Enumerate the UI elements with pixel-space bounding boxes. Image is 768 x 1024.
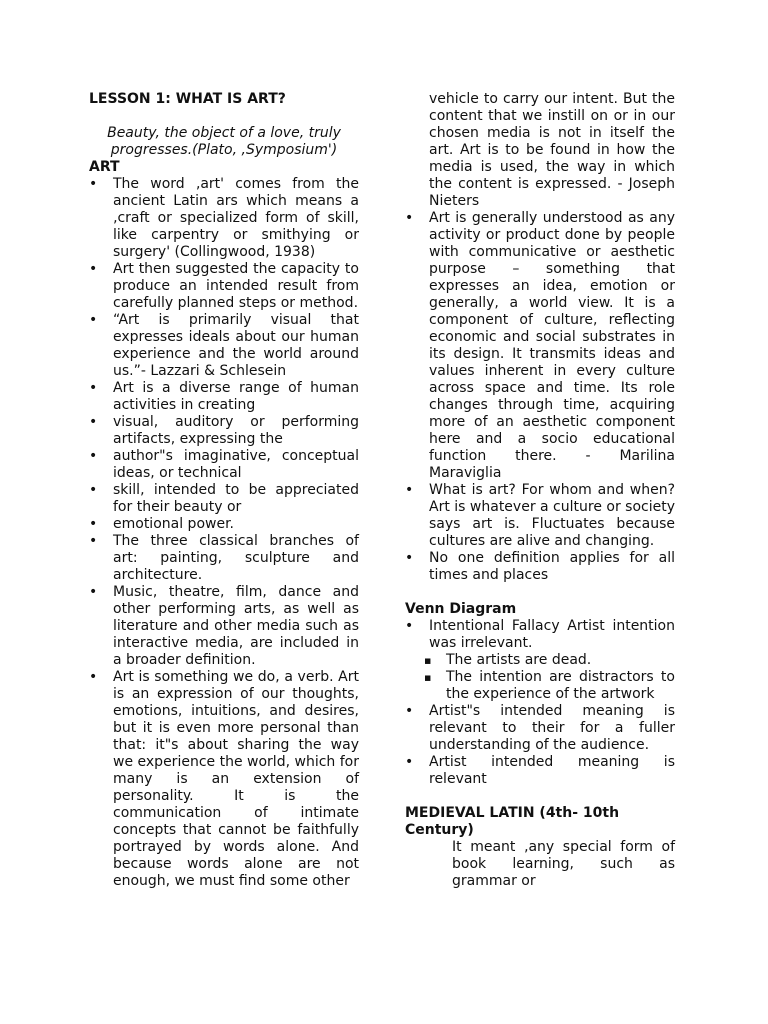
list-item: • “Art is primarily visual that expresses ideals about our human experience and the world around us.”- Lazzari & Schlesein (89, 312, 359, 380)
list-item: • Artist"s intended meaning is relevant to their for a fuller understanding of the audience. (405, 703, 675, 754)
sub-list-item: ▪ The artists are dead. (422, 652, 675, 669)
spacer (405, 788, 675, 805)
list-item: • Artist intended meaning is relevant (405, 754, 675, 788)
list-item: • No one definition applies for all times and places (405, 550, 675, 584)
list-item: • Art is something we do, a verb. Art is an expression of our thoughts, emotions, intuitions, and desires, but it is even more personal than that: it"s about sharing the way we experience the world, which for many is an extension of personality. It is the communication of intimate concepts that cannot be faithfully portrayed by words alone. And because words alone are not enough, we must find some other (89, 669, 359, 890)
list-item: • skill, intended to be appreciated for their beauty or (89, 482, 359, 516)
list-item: • The three classical branches of art: painting, sculpture and architecture. (89, 533, 359, 584)
list-item: • Intentional Fallacy Artist intention was irrelevant. (405, 618, 675, 652)
art-understanding-list (405, 210, 675, 584)
section-heading-art: ART (89, 159, 120, 175)
epigraph-quote: Beauty, the object of a love, truly progresses.(Plato, ‚Symposium') (107, 125, 341, 158)
list-item: • Art is generally understood as any activity or product done by people with communicative or aesthetic purpose – something that expresses an idea, emotion or generally, a world view. It is a component of culture, reflecting economic and social substrates in its design. It transmits ideas and values inherent in every culture across space and time. Its role changes through time, acquiring more of an aesthetic component here and a socio educational function there. - Marilina Maraviglia (405, 210, 675, 482)
list-item: • What is art? For whom and when? Art is whatever a culture or society says art is. Fluctuates because cultures are alive and changing. (405, 482, 675, 550)
venn-sub-list (405, 652, 675, 703)
list-item: • emotional power. (89, 516, 359, 533)
section-heading-venn: Venn Diagram (405, 601, 517, 617)
list-item: • Art is a diverse range of human activities in creating (89, 380, 359, 414)
spacer (89, 108, 359, 125)
list-item: • Art then suggested the capacity to produce an intended result from carefully planned steps or method. (89, 261, 359, 312)
lesson-title: LESSON 1: WHAT IS ART? (89, 91, 286, 107)
venn-list (405, 618, 675, 652)
sub-list-item: ▪ The intention are distractors to the experience of the artwork (422, 669, 675, 703)
continuation-paragraph: vehicle to carry our intent. But the content that we instill on or in our chosen media is not in itself the art. Art is to be found in how the media is used, the way in which the content is expressed. - Joseph Nieters (429, 91, 675, 209)
right-column (405, 91, 675, 890)
list-item: • author"s imaginative, conceptual ideas, or technical (89, 448, 359, 482)
spacer (405, 584, 675, 601)
list-item: • Music, theatre, film, dance and other performing arts, as well as literature and other media such as interactive media, are included in a broader definition. (89, 584, 359, 669)
left-column (89, 91, 359, 890)
art-definition-list (89, 176, 359, 890)
venn-list-continued (405, 703, 675, 788)
list-item: • visual, auditory or performing artifacts, expressing the (89, 414, 359, 448)
medieval-paragraph: It meant ‚any special form of book learning, such as grammar or (452, 839, 675, 889)
section-heading-medieval: MEDIEVAL LATIN (4th- 10th Century) (405, 805, 620, 838)
list-item: • The word ‚art' comes from the ancient Latin ars which means a ‚craft or specialized form of skill, like carpentry or smithying or surgery' (Collingwood, 1938) (89, 176, 359, 261)
